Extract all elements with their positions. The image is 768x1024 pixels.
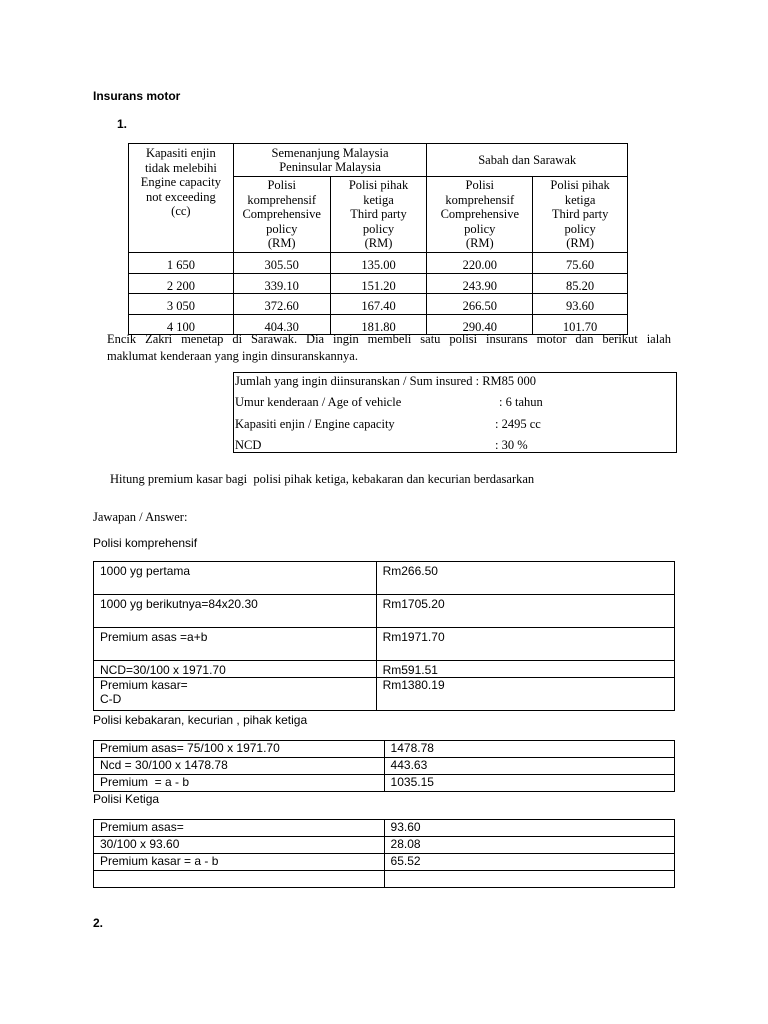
peninsular-comprehensive-header: Polisi komprehensif Comprehensive policy (RM) [233,177,330,253]
table-row: Premium kasar = a - b 65.52 [94,854,675,871]
ncd-value: : 30 % [495,438,528,452]
table-row: Premium asas =a+b Rm1971.70 [94,628,675,661]
table-row: 3 050 372.60 167.40 266.50 93.60 [129,294,628,315]
section-third-party-title: Polisi Ketiga [93,792,160,806]
table-row: Premium asas= 75/100 x 1971.70 1478.78 [94,741,675,758]
sum-insured: Jumlah yang ingin diinsuranskan / Sum insured : RM85 000 [235,374,537,388]
comprehensive-table [93,561,675,711]
table-row: 2 200 339.10 151.20 243.90 85.20 [129,273,628,294]
sabah-sarawak-header: Sabah dan Sarawak [427,144,628,177]
table-row [94,678,675,711]
task-text: Hitung premium kasar bagi polisi pihak ketiga, kebakaran dan kecurian berdasarkan [110,472,535,486]
age-value: : 6 tahun [499,395,543,409]
fire-theft-table [93,740,675,792]
section-fire-theft-title: Polisi kebakaran, kecurian , pihak ketiga [93,713,308,727]
vehicle-info-box [233,372,677,453]
gross-premium-formula: C-D [100,692,122,706]
sabah-comprehensive-header: Polisi komprehensif Comprehensive policy (RM) [427,177,533,253]
question-2-number: 2. [93,916,104,930]
answer-label: Jawapan / Answer: [93,510,188,524]
table-row: NCD=30/100 x 1971.70 Rm591.51 [94,661,675,678]
intro-line-1: Encik Zakri menetap di Sarawak. Dia ingin membeli satu polisi insurans motor dan berikut ialah [107,332,671,346]
ncd-label: NCD [235,438,262,452]
engine-label: Kapasiti enjin / Engine capacity [235,417,395,431]
table-row: 1000 yg pertama Rm266.50 [94,562,675,595]
gross-premium-value: Rm1380.19 [376,678,674,711]
table-row: Ncd = 30/100 x 1478.78 443.63 [94,758,675,775]
rate-table [128,143,628,335]
table-row: Premium = a - b 1035.15 [94,775,675,792]
question-1-number: 1. [117,117,128,131]
table-row: 1 650 305.50 135.00 220.00 75.60 [129,253,628,274]
peninsular-header: Semenanjung Malaysia Peninsular Malaysia [233,144,427,177]
intro-line-2: maklumat kenderaan yang ingin dinsuranskannya. [107,349,358,363]
table-row: Premium asas= 93.60 [94,820,675,837]
table-row [94,871,675,888]
third-party-table [93,819,675,888]
gross-premium-label: Premium kasar= [100,678,188,692]
table-row: 1000 yg berikutnya=84x20.30 Rm1705.20 [94,595,675,628]
table-row: 4 100 404.30 181.80 290.40 101.70 [129,314,628,335]
engine-value: : 2495 cc [495,417,541,431]
section-comprehensive-title: Polisi komprehensif [93,536,198,550]
engine-capacity-header: Kapasiti enjin tidak melebihi Engine capacity not exceeding (cc) [129,144,234,253]
document-heading: Insurans motor [93,89,181,103]
peninsular-third-party-header: Polisi pihak ketiga Third party policy (RM) [330,177,427,253]
sabah-third-party-header: Polisi pihak ketiga Third party policy (RM) [533,177,628,253]
age-label: Umur kenderaan / Age of vehicle [235,395,402,409]
table-row: 30/100 x 93.60 28.08 [94,837,675,854]
